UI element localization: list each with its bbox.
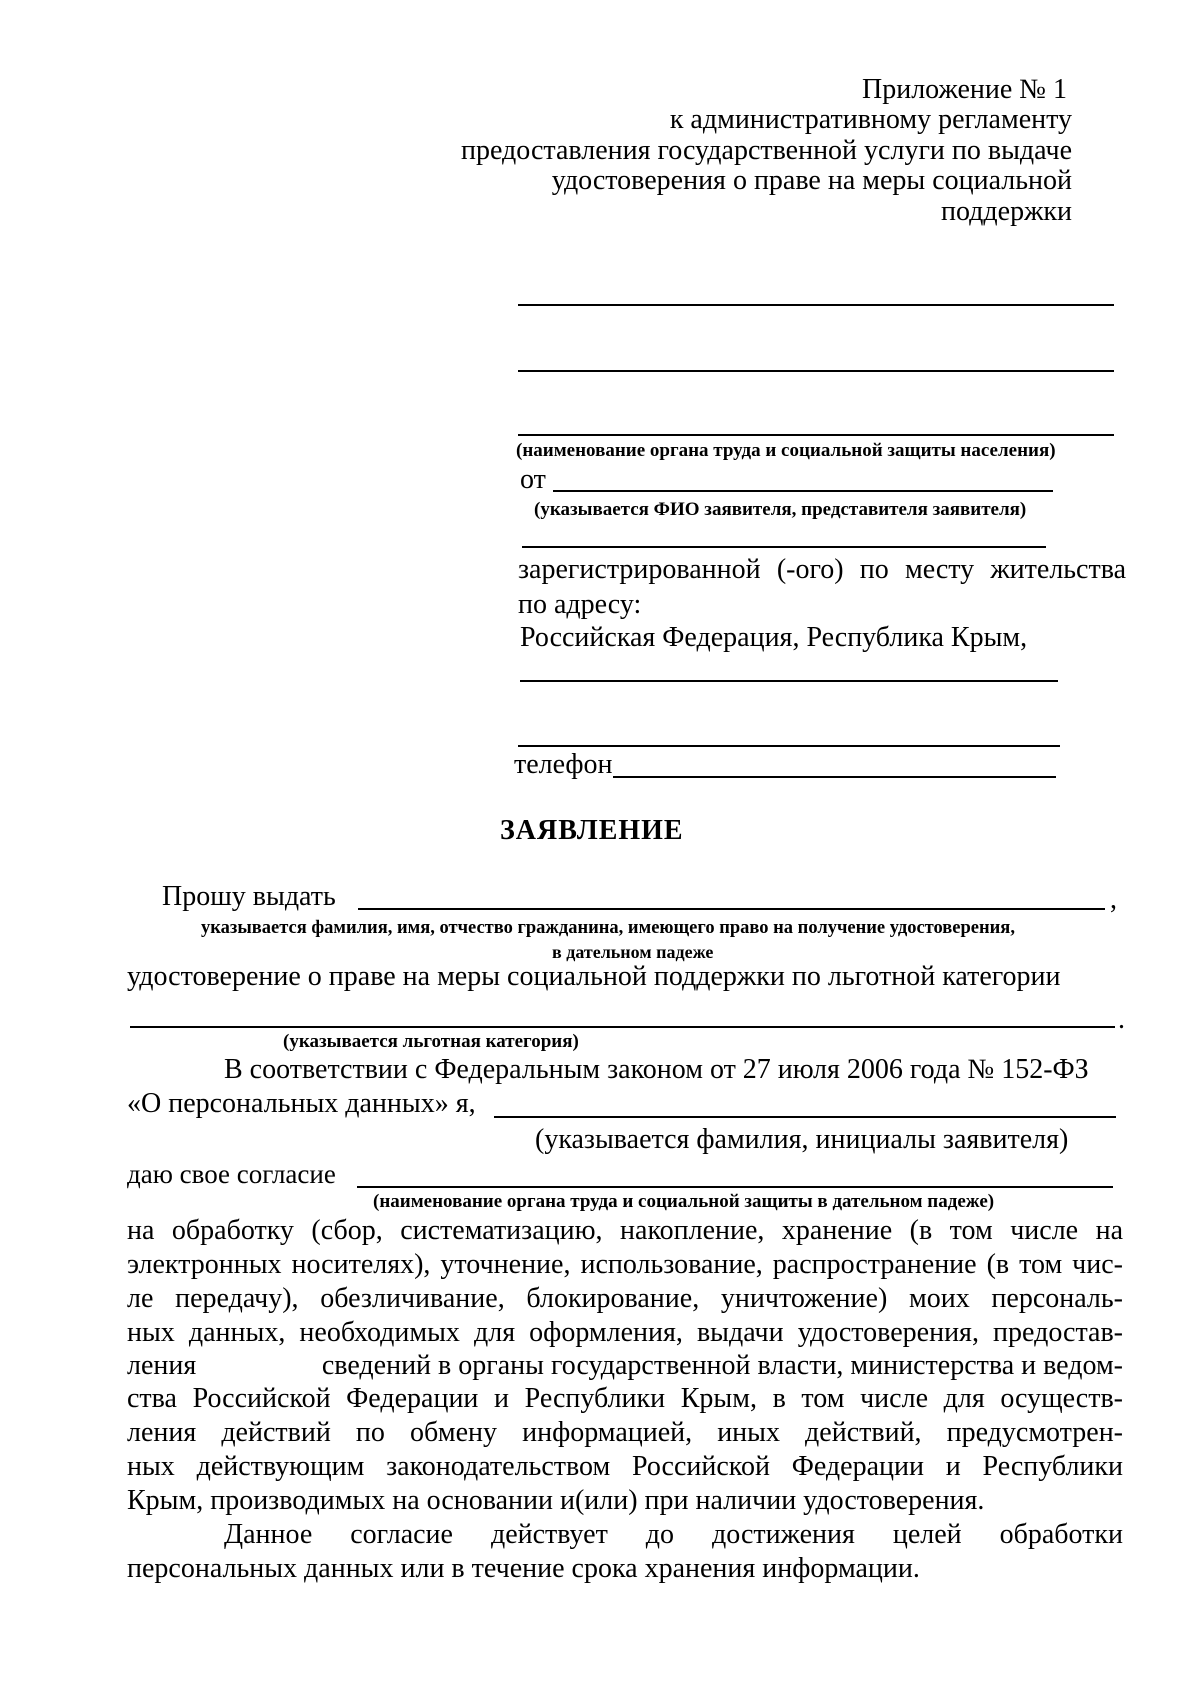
paragraph-line-5 bbox=[127, 1349, 1123, 1383]
paragraph-line-7: ления действий по обмену информацией, иных действий, предусмотрен- bbox=[127, 1417, 1123, 1448]
document-title: ЗАЯВЛЕНИЕ bbox=[500, 815, 684, 846]
appendix-line-4: удостоверения о праве на меры социальной bbox=[551, 165, 1072, 196]
paragraph-line-5a: ления bbox=[127, 1350, 197, 1381]
request-caption-2: в дательном падеже bbox=[552, 942, 714, 962]
consent-caption: (наименование органа труда и социальной защиты в дательном падеже) bbox=[373, 1191, 995, 1212]
appendix-line-2: к административному регламенту bbox=[669, 104, 1072, 135]
law-line-2: «О персональных данных» я, bbox=[127, 1088, 476, 1119]
from-fio-line bbox=[553, 490, 1053, 492]
paragraph-line-4: ных данных, необходимых для оформления, выдачи удостоверения, предостав- bbox=[127, 1317, 1123, 1348]
consent-label: даю свое согласие bbox=[127, 1159, 336, 1189]
organ-line-2 bbox=[518, 370, 1114, 372]
from-label: от bbox=[520, 464, 546, 495]
request-line bbox=[358, 908, 1105, 910]
phone-line bbox=[613, 776, 1056, 778]
appendix-line-3: предоставления государственной услуги по выдаче bbox=[460, 135, 1072, 166]
consent-line bbox=[357, 1186, 1113, 1188]
category-caption: (указывается льготная категория) bbox=[283, 1031, 579, 1052]
paragraph-line-3: ле передачу), обезличивание, блокирование, уничтожение) моих персональ- bbox=[127, 1283, 1123, 1314]
paragraph-line-2: электронных носителях), уточнение, использование, распространение (в том чис- bbox=[127, 1249, 1123, 1280]
category-line bbox=[130, 1026, 1115, 1028]
applicant-caption: (указывается фамилия, инициалы заявителя) bbox=[535, 1124, 1069, 1155]
organ-line-3 bbox=[518, 434, 1114, 436]
request-label: Прошу выдать bbox=[162, 881, 336, 912]
applicant-line bbox=[494, 1116, 1116, 1118]
registered-line-1: зарегистрированной (-ого) по месту жительства bbox=[518, 554, 1126, 585]
phone-label: телефон bbox=[514, 749, 613, 780]
request-caption-1: указывается фамилия, имя, отчество гражданина, имеющего право на получение удостоверения, bbox=[201, 918, 1015, 938]
address-line-1 bbox=[520, 680, 1058, 682]
appendix-line-5: поддержки bbox=[940, 196, 1072, 227]
appendix-number: Приложение № 1 bbox=[862, 74, 1067, 105]
fio-caption: (указывается ФИО заявителя, представителя заявителя) bbox=[534, 499, 1027, 520]
paragraph-line-1: на обработку (сбор, систематизацию, накопление, хранение (в том числе на bbox=[127, 1215, 1123, 1246]
paragraph-line-11: персональных данных или в течение срока хранения информации. bbox=[127, 1553, 920, 1584]
address-text: Российская Федерация, Республика Крым, bbox=[520, 622, 1028, 653]
paragraph-line-10: Данное согласие действует до достижения целей обработки bbox=[224, 1519, 1123, 1550]
law-line-1: В соответствии с Федеральным законом от 27 июля 2006 года № 152-ФЗ bbox=[224, 1054, 1089, 1085]
organ-line-1 bbox=[518, 304, 1114, 306]
category-dot: . bbox=[1118, 1004, 1125, 1035]
paragraph-line-8: ных действующим законодательством Российской Федерации и Республики bbox=[127, 1451, 1123, 1482]
request-comma: , bbox=[1110, 884, 1117, 915]
certificate-line: удостоверение о праве на меры социальной поддержки по льготной категории bbox=[127, 961, 1061, 992]
address-line-2 bbox=[518, 745, 1060, 747]
paragraph-line-5b: сведений в органы государственной власти, министерства и ведом- bbox=[321, 1350, 1123, 1381]
registered-line-2: по адресу: bbox=[518, 589, 642, 620]
paragraph-line-9: Крым, производимых на основании и(или) при наличии удостоверения. bbox=[127, 1485, 985, 1516]
organ-caption: (наименование органа труда и социальной защиты населения) bbox=[516, 440, 1056, 461]
paragraph-line-6: ства Российской Федерации и Республики Крым, в том числе для осуществ- bbox=[127, 1383, 1123, 1414]
fio-line-2 bbox=[522, 546, 1046, 548]
